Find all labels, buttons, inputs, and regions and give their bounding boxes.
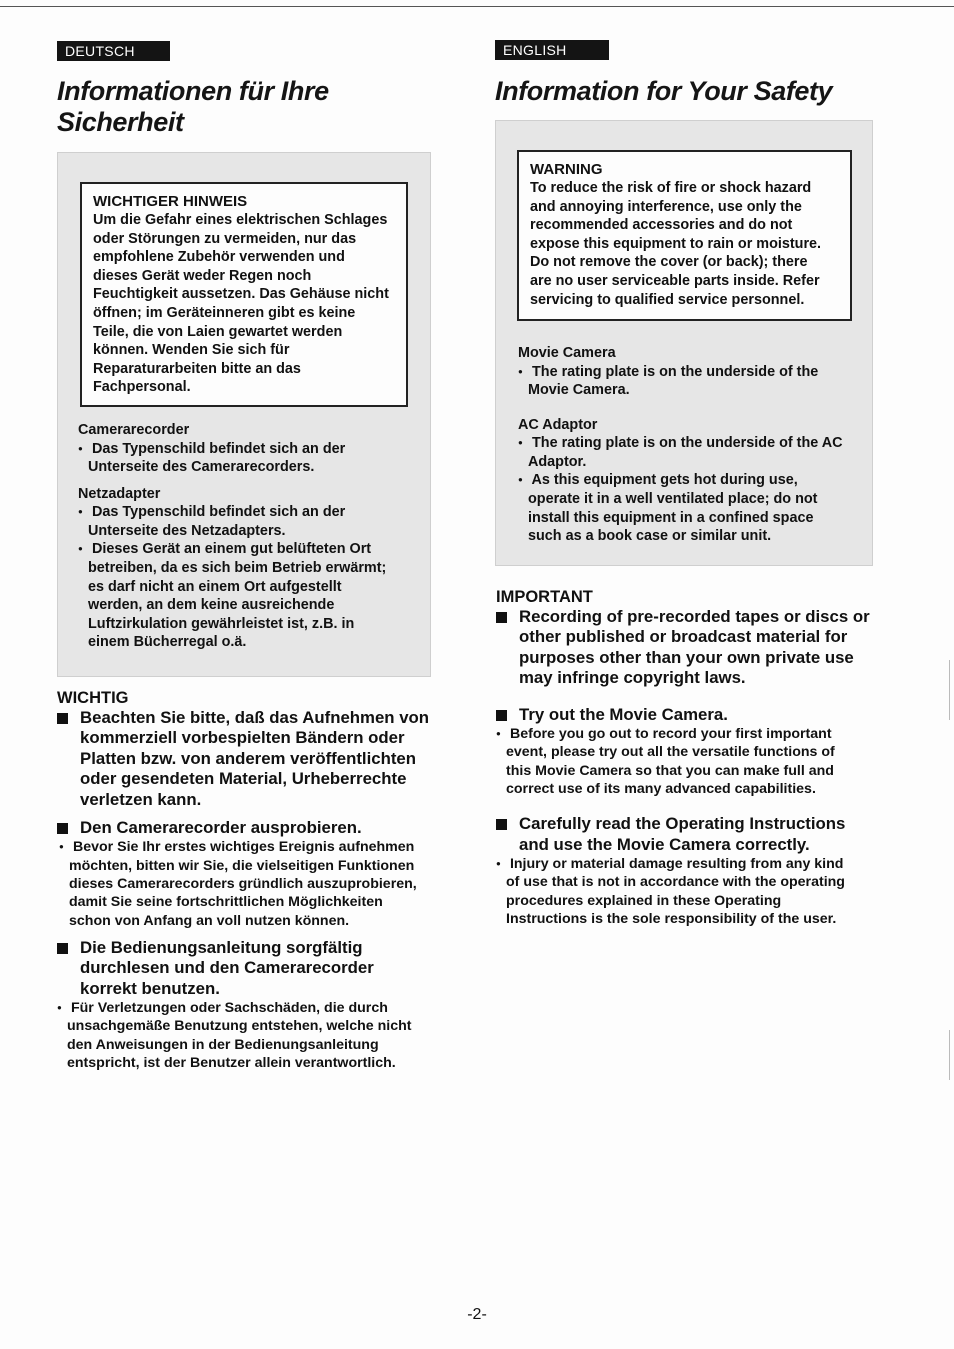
warning-line: Do not remove the cover (or back); there <box>530 254 808 271</box>
camera-bullet <box>518 363 863 400</box>
bullet-line: es darf nicht an einem Ort aufgestellt <box>88 578 342 595</box>
warning-line: empfohlene Zubehör verwenden und <box>93 249 345 266</box>
important-item-heading <box>496 705 876 725</box>
important-item-heading <box>496 607 876 689</box>
important-heading: IMPORTANT <box>496 588 593 606</box>
warning-line: servicing to qualified service personnel. <box>530 291 805 308</box>
square-bullet-icon <box>496 612 507 623</box>
bullet-line: this Movie Camera so that you can make full and <box>506 762 834 779</box>
adapter-heading: Netzadapter <box>78 485 161 502</box>
top-rule <box>0 6 954 7</box>
rating-info-english <box>518 344 863 546</box>
adapter-bullet <box>518 471 863 545</box>
bullet-line: Luftzirkulation gewährleistet ist, z.B. in <box>88 615 355 632</box>
square-bullet-icon <box>57 943 68 954</box>
bullet-line: Injury or material damage resulting from any kind <box>509 856 844 873</box>
warning-line: oder Störungen zu vermeiden, nur das <box>93 230 357 247</box>
bullet-line: Das Typenschild befindet sich an der <box>92 440 346 457</box>
warning-line: dieses Gerät weder Regen noch <box>93 267 312 284</box>
warning-text <box>530 179 840 309</box>
square-bullet-icon <box>496 819 507 830</box>
heading-line: Recording of pre-recorded tapes or discs or <box>519 607 870 626</box>
title-line: Informationen für Ihre <box>57 76 329 106</box>
bullet-line: werden, an dem keine ausreichende <box>88 597 335 614</box>
title-line: Sicherheit <box>57 107 184 137</box>
adapter-bullet <box>78 540 418 652</box>
warning-line: Feuchtigkeit aussetzen. Das Gehäuse nicht <box>93 286 389 303</box>
page-number: -2- <box>467 1306 487 1323</box>
warning-line: are no user serviceable parts inside. Refer <box>530 272 820 289</box>
heading-line: Den Camerarecorder ausprobieren. <box>80 818 362 838</box>
warning-line: recommended accessories and do not <box>530 217 793 234</box>
square-bullet-icon <box>57 713 68 724</box>
important-section-english <box>496 587 876 928</box>
bullet-line: The rating plate is on the underside of the <box>532 363 819 380</box>
heading-line: purposes other than your own private use <box>519 647 854 667</box>
heading-line: Carefully read the Operating Instructions <box>519 814 846 834</box>
bullet-line: den Anweisungen in der Bedienungsanleitung <box>67 1036 379 1053</box>
bullet-line: betreiben, da es sich beim Betrieb erwärmt; <box>88 559 387 576</box>
language-tag-deutsch: DEUTSCH <box>57 41 170 61</box>
warning-heading: WICHTIGER HINWEIS <box>93 193 248 210</box>
bullet-line: Das Typenschild befindet sich an der <box>92 504 346 521</box>
bullet-line: entspricht, ist der Benutzer allein verantwortlich. <box>67 1055 396 1072</box>
page-title-deutsch <box>57 76 329 138</box>
bullet-line: schon von Anfang an voll nutzen können. <box>69 912 350 929</box>
bullet-line: damit Sie seine fortschrittlichen Möglichkeiten <box>69 894 383 911</box>
bullet-line: such as a book case or similar unit. <box>528 528 772 545</box>
bullet-line: procedures explained in these Operating <box>506 892 782 909</box>
square-bullet-icon <box>496 710 507 721</box>
bullet-line: möchten, bitten wir Sie, die vielseitigen Funktionen <box>69 857 415 874</box>
important-item-heading <box>57 708 432 810</box>
page-title-english <box>495 76 832 107</box>
camera-heading: Movie Camera <box>518 345 616 361</box>
bullet-line: dieses Camerarecorders gründlich auszuprobieren, <box>69 876 417 893</box>
rating-info-deutsch <box>78 421 418 652</box>
bullet-line: Movie Camera. <box>528 382 630 399</box>
bullet-line: Unterseite des Netzadapters. <box>88 522 286 539</box>
heading-line: Beachten Sie bitte, daß das Aufnehmen von <box>80 708 430 727</box>
warning-line: Reparaturarbeiten bitte an das <box>93 360 301 377</box>
bullet-line: Instructions is the sole responsibility of the user. <box>506 910 837 927</box>
warning-text <box>93 211 396 397</box>
adapter-bullet <box>78 503 418 540</box>
bullet-line: correct use of its many advanced capabilities. <box>506 780 816 797</box>
warning-box-english <box>517 150 852 321</box>
important-item-bullet <box>496 725 876 798</box>
bullet-line: Für Verletzungen oder Sachschäden, die durch <box>70 1000 388 1017</box>
bullet-line: install this equipment in a confined space <box>528 509 814 526</box>
heading-line: oder gesendeten Material, Urheberrechte <box>80 769 407 789</box>
important-item-heading <box>57 818 432 838</box>
important-heading: WICHTIG <box>57 689 129 707</box>
important-item-bullet <box>59 838 432 929</box>
language-tag-english: ENGLISH <box>495 40 609 60</box>
warning-line: können. Wenden Sie sich für <box>93 342 290 359</box>
bullet-line: operate it in a well ventilated place; do not <box>528 490 818 507</box>
bullet-line: unsachgemäße Benutzung entstehen, welche nicht <box>67 1018 412 1035</box>
heading-line: korrekt benutzen. <box>80 978 220 998</box>
warning-line: Um die Gefahr eines elektrischen Schlages <box>93 212 388 228</box>
heading-line: other published or broadcast material for <box>519 627 848 647</box>
important-item-heading <box>496 814 876 855</box>
margin-mark <box>949 1030 950 1080</box>
important-item-heading <box>57 938 432 999</box>
heading-line: kommerziell vorbespielten Bändern oder <box>80 728 405 748</box>
title-line: Information for Your Safety <box>495 76 833 106</box>
heading-line: durchlesen und den Camerarecorder <box>80 958 374 978</box>
camera-bullet <box>78 440 418 477</box>
square-bullet-icon <box>57 823 68 834</box>
heading-line: Try out the Movie Camera. <box>519 704 728 724</box>
adapter-bullet <box>518 434 863 471</box>
bullet-line: Adaptor. <box>528 453 587 470</box>
bullet-line: Dieses Gerät an einem gut belüfteten Ort <box>92 541 372 558</box>
bullet-line: As this equipment gets hot during use, <box>531 472 798 489</box>
bullet-line: The rating plate is on the underside of the AC <box>532 435 843 452</box>
bullet-line: einem Bücherregal o.ä. <box>88 634 247 651</box>
important-section-deutsch <box>57 688 432 1072</box>
warning-line: Teile, die von Laien gewartet werden <box>93 323 343 340</box>
important-item-bullet <box>496 855 876 928</box>
camera-heading: Camerarecorder <box>78 422 190 438</box>
warning-heading: WARNING <box>530 161 603 178</box>
heading-line: and use the Movie Camera correctly. <box>519 834 810 854</box>
warning-line: and annoying interference, use only the <box>530 198 802 215</box>
warning-line: öffnen; im Geräteinneren gibt es keine <box>93 304 356 321</box>
heading-line: may infringe copyright laws. <box>519 668 746 688</box>
adapter-heading: AC Adaptor <box>518 416 598 433</box>
warning-line: expose this equipment to rain or moisture. <box>530 235 822 252</box>
warning-box-deutsch <box>80 182 408 407</box>
margin-mark <box>949 660 950 720</box>
bullet-line: of use that is not in accordance with the operating <box>506 874 845 891</box>
heading-line: verletzen kann. <box>80 789 202 809</box>
warning-line: To reduce the risk of fire or shock hazard <box>530 180 812 196</box>
heading-line: Die Bedienungsanleitung sorgfältig <box>80 937 363 957</box>
bullet-line: Before you go out to record your first important <box>509 726 832 743</box>
heading-line: Platten bzw. von anderem veröffentlichten <box>80 748 416 768</box>
warning-line: Fachpersonal. <box>93 379 191 396</box>
bullet-line: Bevor Sie Ihr erstes wichtiges Ereignis aufnehmen <box>72 839 415 856</box>
bullet-line: Unterseite des Camerarecorders. <box>88 459 315 476</box>
bullet-line: event, please try out all the versatile functions of <box>506 744 835 761</box>
important-item-bullet <box>57 999 432 1072</box>
